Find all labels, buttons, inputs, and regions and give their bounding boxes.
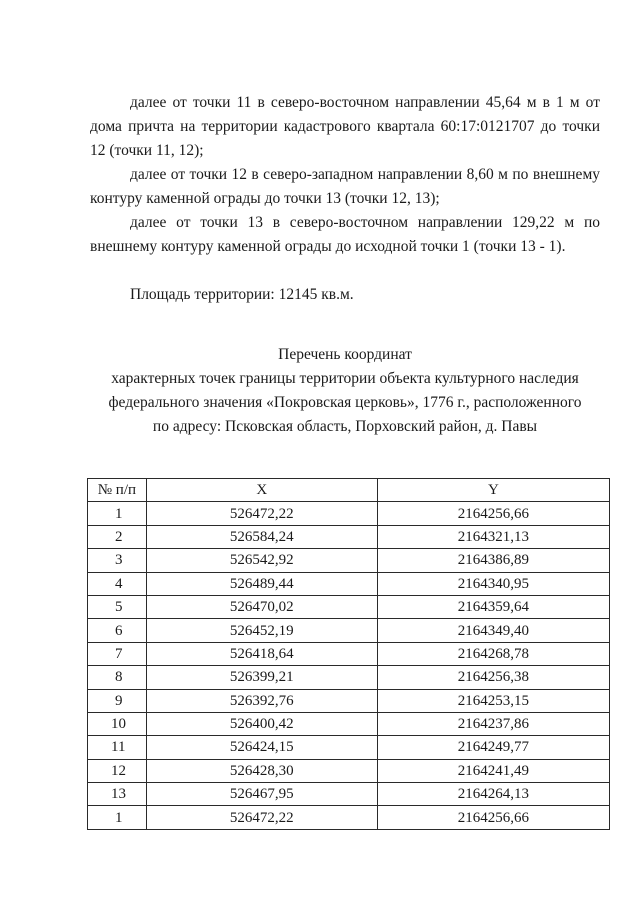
x-coordinate-cell: 526467,95: [146, 783, 377, 806]
y-coordinate-cell: 2164256,66: [377, 806, 609, 829]
table-row: [88, 689, 610, 712]
x-coordinate-cell: 526452,19: [146, 619, 377, 642]
point-number-cell: 1: [88, 806, 147, 829]
table-row: [88, 549, 610, 572]
point-number-cell: 9: [88, 689, 147, 712]
coordinates-heading: [90, 343, 600, 439]
y-coordinate-cell: 2164256,38: [377, 666, 609, 689]
point-number-cell: 10: [88, 712, 147, 735]
y-coordinate-cell: 2164349,40: [377, 619, 609, 642]
point-number-cell: 13: [88, 783, 147, 806]
y-coordinate-cell: 2164386,89: [377, 549, 609, 572]
y-coordinate-cell: 2164359,64: [377, 595, 609, 618]
table-row: [88, 806, 610, 829]
table-header-row: [88, 479, 610, 502]
y-coordinate-cell: 2164256,66: [377, 502, 609, 525]
table-row: [88, 783, 610, 806]
x-coordinate-cell: 526470,02: [146, 595, 377, 618]
boundary-description-paragraph: далее от точки 12 в северо-западном направлении 8,60 м по внешнему контуру каменной ограды до точки 13 (точки 12, 13);: [90, 166, 600, 207]
column-header-x: X: [146, 479, 377, 502]
point-number-cell: 5: [88, 595, 147, 618]
point-number-cell: 6: [88, 619, 147, 642]
table-row: [88, 502, 610, 525]
territory-area-paragraph: Площадь территории: 12145 кв.м.: [130, 286, 354, 303]
coordinates-table: [87, 478, 610, 830]
table-row: [88, 525, 610, 548]
heading-title: Перечень координат: [278, 346, 412, 363]
x-coordinate-cell: 526472,22: [146, 806, 377, 829]
y-coordinate-cell: 2164340,95: [377, 572, 609, 595]
x-coordinate-cell: 526472,22: [146, 502, 377, 525]
y-coordinate-cell: 2164253,15: [377, 689, 609, 712]
table-row: [88, 736, 610, 759]
point-number-cell: 12: [88, 759, 147, 782]
table-row: [88, 759, 610, 782]
heading-line: по адресу: Псковская область, Порховский район, д. Павы: [152, 418, 538, 435]
table-row: [88, 619, 610, 642]
y-coordinate-cell: 2164241,49: [377, 759, 609, 782]
x-coordinate-cell: 526418,64: [146, 642, 377, 665]
table-row: [88, 666, 610, 689]
heading-line: характерных точек границы территории объекта культурного наследия: [111, 370, 579, 387]
point-number-cell: 8: [88, 666, 147, 689]
point-number-cell: 2: [88, 525, 147, 548]
point-number-cell: 3: [88, 549, 147, 572]
x-coordinate-cell: 526489,44: [146, 572, 377, 595]
y-coordinate-cell: 2164249,77: [377, 736, 609, 759]
heading-line: федерального значения «Покровская церковь», 1776 г., расположенного: [108, 394, 582, 411]
x-coordinate-cell: 526399,21: [146, 666, 377, 689]
column-header-y: Y: [377, 479, 609, 502]
table-row: [88, 642, 610, 665]
table-row: [88, 595, 610, 618]
y-coordinate-cell: 2164321,13: [377, 525, 609, 548]
point-number-cell: 7: [88, 642, 147, 665]
x-coordinate-cell: 526424,15: [146, 736, 377, 759]
y-coordinate-cell: 2164268,78: [377, 642, 609, 665]
point-number-cell: 1: [88, 502, 147, 525]
point-number-cell: 4: [88, 572, 147, 595]
column-header-number: № п/п: [88, 479, 147, 502]
y-coordinate-cell: 2164237,86: [377, 712, 609, 735]
x-coordinate-cell: 526400,42: [146, 712, 377, 735]
boundary-description-paragraph: далее от точки 11 в северо-восточном направлении 45,64 м в 1 м от дома причта на территории кадастрового квартала 60:17:0121707 до точки 12 (точки 11, 12);: [90, 94, 600, 159]
x-coordinate-cell: 526542,92: [146, 549, 377, 572]
boundary-description-paragraph: далее от точки 13 в северо-восточном направлении 129,22 м по внешнему контуру каменной ограды до исходной точки 1 (точки 13 - 1).: [90, 214, 600, 255]
x-coordinate-cell: 526584,24: [146, 525, 377, 548]
table-row: [88, 712, 610, 735]
x-coordinate-cell: 526428,30: [146, 759, 377, 782]
y-coordinate-cell: 2164264,13: [377, 783, 609, 806]
point-number-cell: 11: [88, 736, 147, 759]
table-row: [88, 572, 610, 595]
x-coordinate-cell: 526392,76: [146, 689, 377, 712]
